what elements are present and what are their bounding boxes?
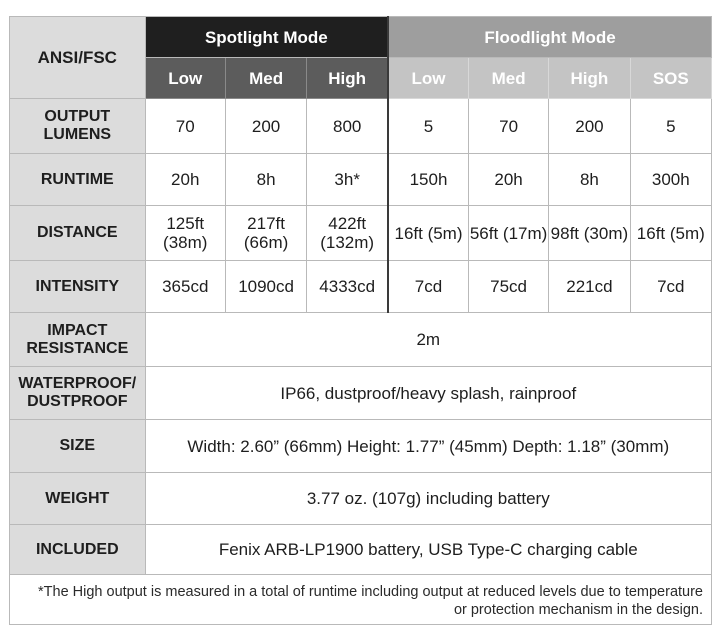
table-cell: 75cd: [468, 261, 548, 313]
row-label-intensity: INTENSITY: [10, 261, 146, 313]
footnote-row: [10, 575, 712, 625]
table-cell: 217ft (66m): [225, 206, 306, 261]
table-cell: 200: [225, 99, 306, 154]
table-cell: 422ft (132m): [307, 206, 388, 261]
table-row-runtime: [10, 154, 712, 206]
table-row-impact: [10, 313, 712, 367]
specifications-table: [9, 16, 712, 625]
table-row-distance: [10, 206, 712, 261]
table-row-output: [10, 99, 712, 154]
included-value: Fenix ARB-LP1900 battery, USB Type-C charging cable: [145, 525, 711, 575]
table-cell: 221cd: [549, 261, 630, 313]
row-label-impact: IMPACT RESISTANCE: [10, 313, 146, 367]
spot-high-header: High: [307, 58, 388, 99]
table-row-included: [10, 525, 712, 575]
spot-med-header: Med: [225, 58, 306, 99]
table-cell: 800: [307, 99, 388, 154]
table-cell: 7cd: [630, 261, 711, 313]
table-cell: 7cd: [388, 261, 468, 313]
flood-sos-header: SOS: [630, 58, 711, 99]
header-row-modes: [10, 17, 712, 58]
row-label-runtime: RUNTIME: [10, 154, 146, 206]
flood-med-header: Med: [468, 58, 548, 99]
row-label-included: INCLUDED: [10, 525, 146, 575]
row-label-distance: DISTANCE: [10, 206, 146, 261]
corner-label: ANSI/FSC: [10, 17, 146, 99]
table-cell: 5: [388, 99, 468, 154]
impact-value: 2m: [145, 313, 711, 367]
table-row-intensity: [10, 261, 712, 313]
table-row-size: [10, 420, 712, 473]
table-cell: 4333cd: [307, 261, 388, 313]
footnote-line-1: *The High output is measured in a total of runtime including output at reduced levels due to temperature: [38, 583, 703, 600]
table-cell: 365cd: [145, 261, 225, 313]
row-label-waterproof: WATERPROOF/ DUSTPROOF: [10, 367, 146, 420]
table-cell: 5: [630, 99, 711, 154]
table-cell: 8h: [225, 154, 306, 206]
table-cell: 16ft (5m): [630, 206, 711, 261]
table-cell: 200: [549, 99, 630, 154]
table-cell: 20h: [468, 154, 548, 206]
table-cell: 70: [145, 99, 225, 154]
table-cell: 125ft (38m): [145, 206, 225, 261]
table-cell: 98ft (30m): [549, 206, 630, 261]
waterproof-value: IP66, dustproof/heavy splash, rainproof: [145, 367, 711, 420]
row-label-size: SIZE: [10, 420, 146, 473]
table-cell: 70: [468, 99, 548, 154]
size-value: Width: 2.60” (66mm) Height: 1.77” (45mm) Depth: 1.18” (30mm): [145, 420, 711, 473]
spotlight-mode-header: Spotlight Mode: [145, 17, 388, 58]
table-cell: 16ft (5m): [388, 206, 468, 261]
flood-low-header: Low: [388, 58, 468, 99]
table-row-weight: [10, 473, 712, 525]
table-cell: 150h: [388, 154, 468, 206]
table-cell: 56ft (17m): [468, 206, 548, 261]
table-cell: 20h: [145, 154, 225, 206]
table-cell: 300h: [630, 154, 711, 206]
row-label-output: OUTPUT LUMENS: [10, 99, 146, 154]
footnote: [10, 575, 712, 625]
floodlight-mode-header: Floodlight Mode: [388, 17, 711, 58]
row-label-weight: WEIGHT: [10, 473, 146, 525]
weight-value: 3.77 oz. (107g) including battery: [145, 473, 711, 525]
table-row-waterproof: [10, 367, 712, 420]
table-cell: 1090cd: [225, 261, 306, 313]
table-cell: 3h*: [307, 154, 388, 206]
table-cell: 8h: [549, 154, 630, 206]
footnote-line-2: or protection mechanism in the design.: [453, 601, 703, 618]
spot-low-header: Low: [145, 58, 225, 99]
flood-high-header: High: [549, 58, 630, 99]
